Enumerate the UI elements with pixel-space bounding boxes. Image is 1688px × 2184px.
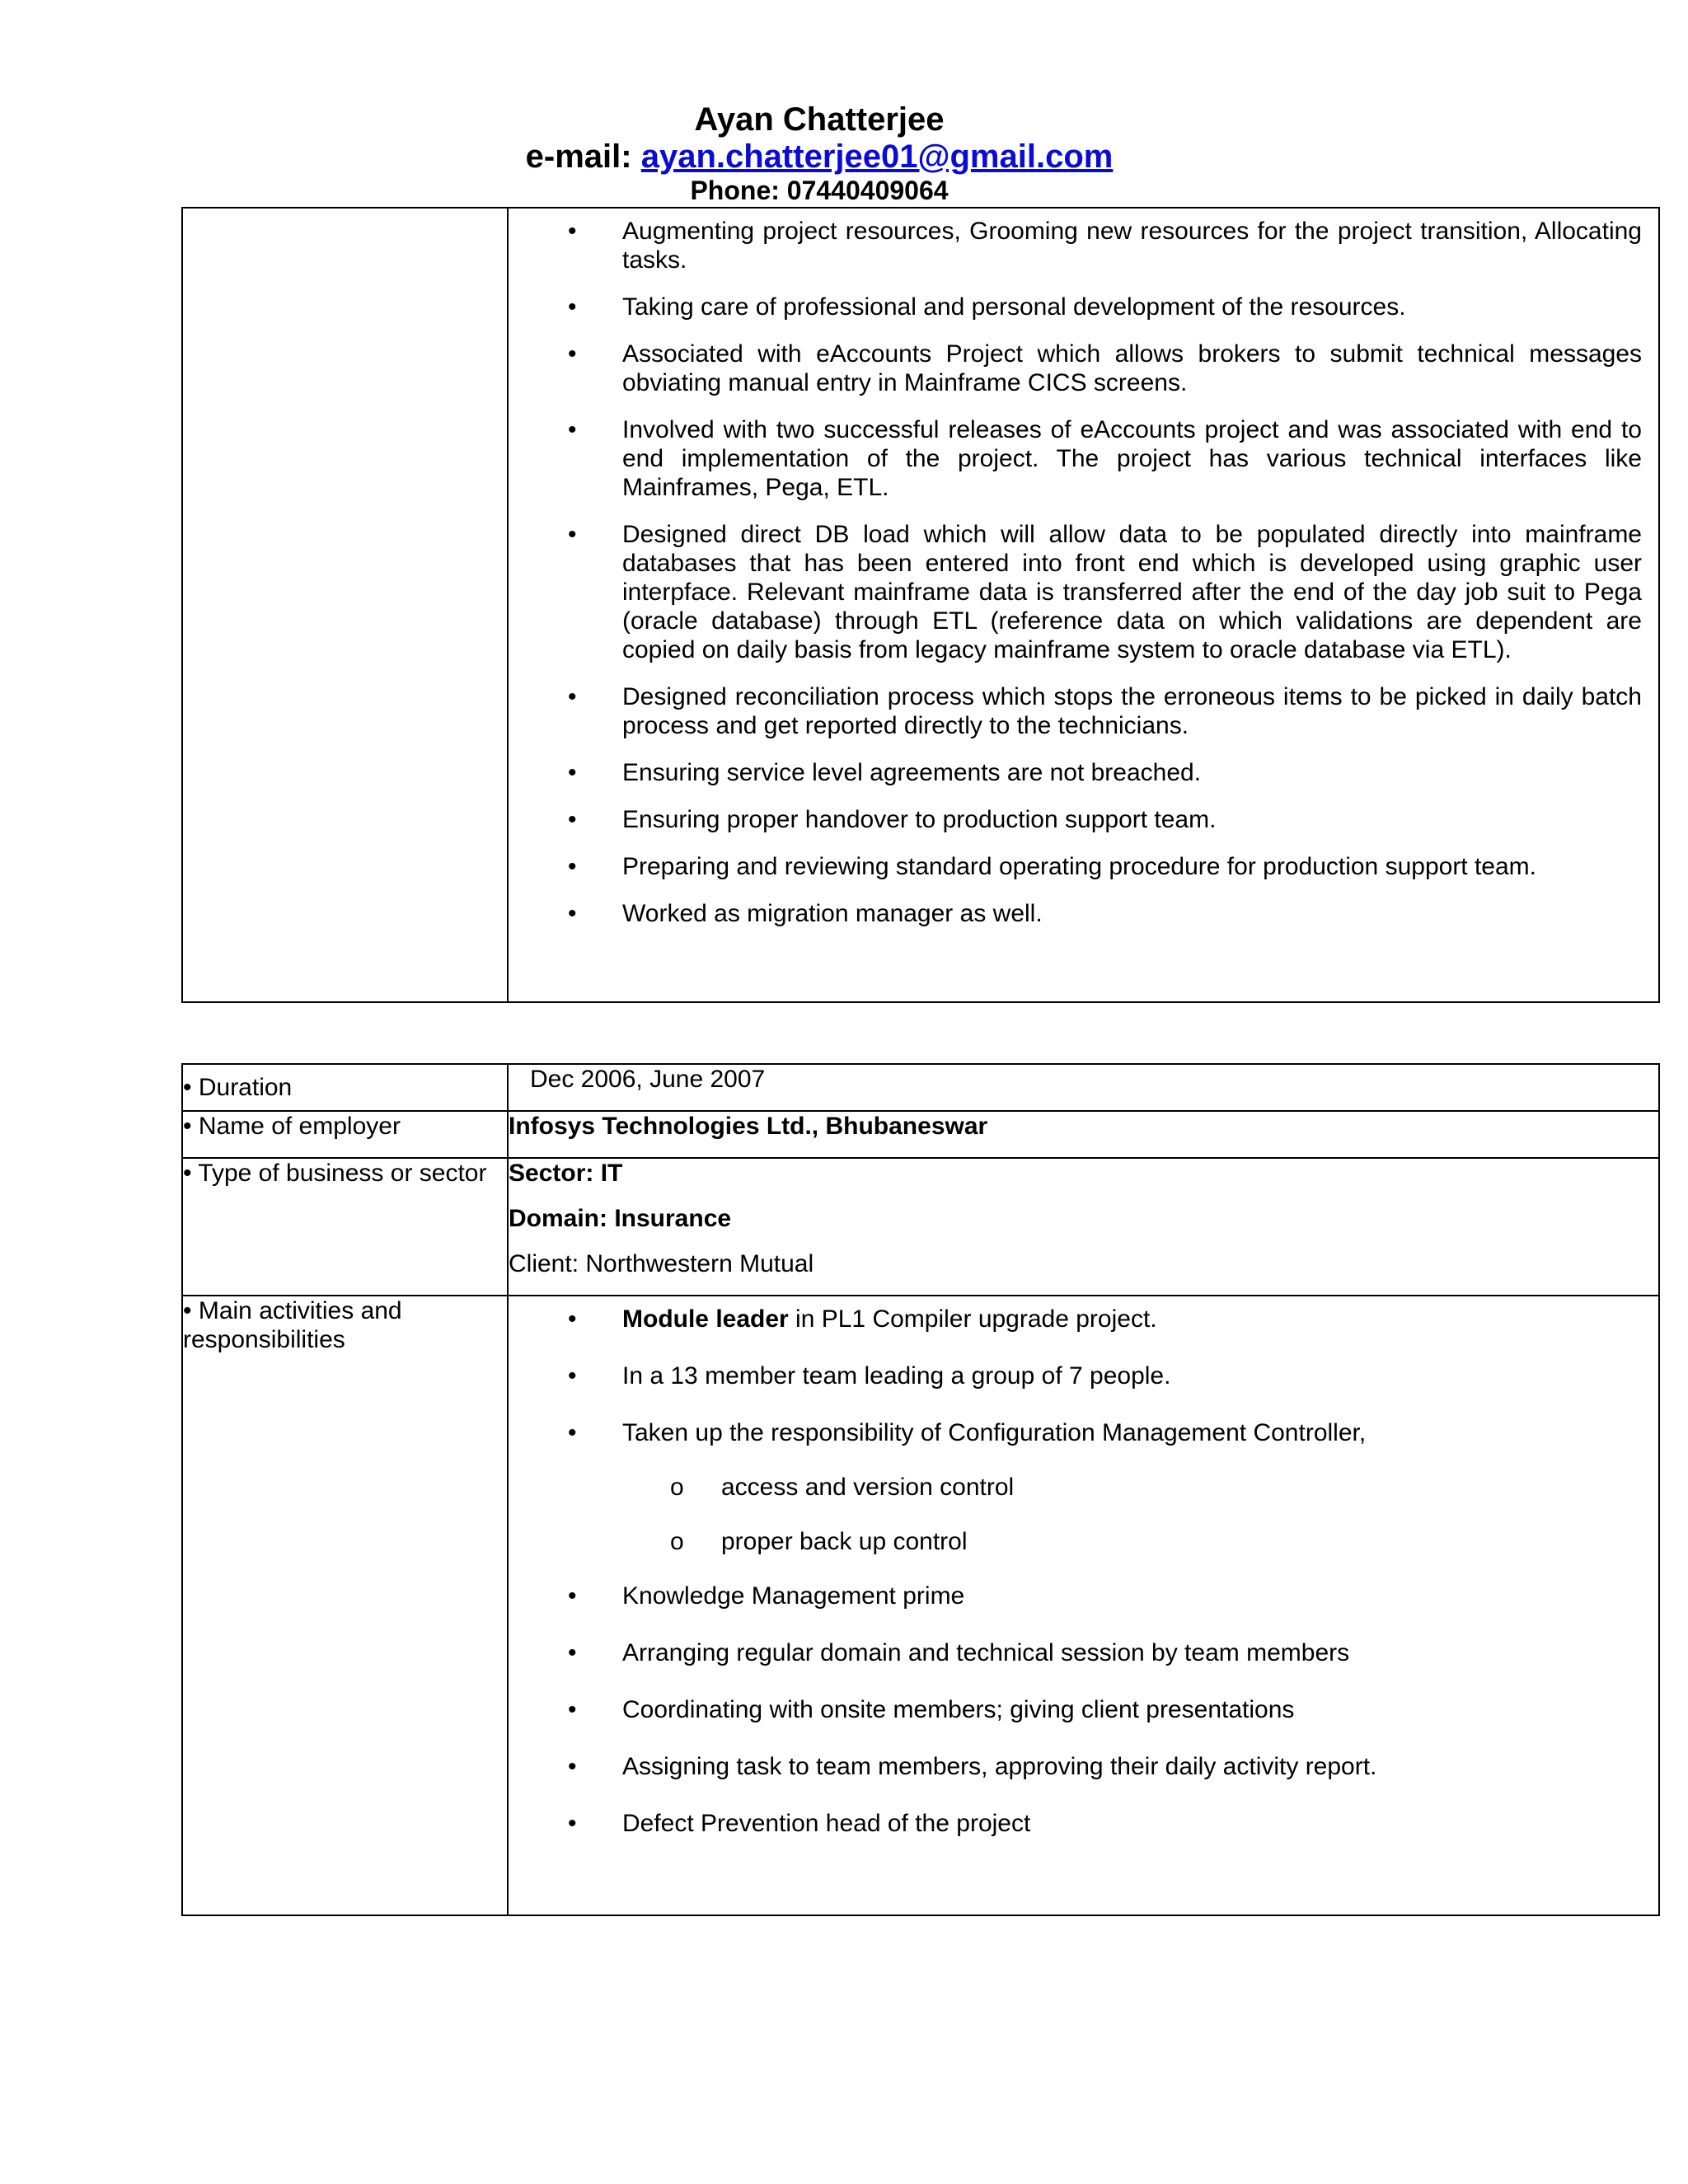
responsibilities-cell [508, 208, 1659, 1002]
list-item: • Assigning task to team members, approving their daily activity report. [568, 1753, 1377, 1780]
employer-value: Infosys Technologies Ltd., Bhubaneswar [508, 1111, 1659, 1158]
activities-list-continued [509, 1582, 1658, 1838]
list-item: • Involved with two successful releases of eAccounts project and was associated with end to end implementation of the project. The project has various technical interfaces like Mainframes, Pega, ETL. [568, 416, 1642, 501]
list-item: • Ensuring proper handover to production support team. [568, 806, 1217, 833]
email-link[interactable]: ayan.chatterjee01@gmail.com [640, 138, 1114, 175]
list-item: • Taken up the responsibility of Configuration Management Controller, [568, 1419, 1367, 1446]
phone-line: Phone: 07440409064 [690, 176, 949, 205]
domain-value: Domain: Insurance [509, 1205, 732, 1232]
list-item: • Coordinating with onsite members; giving client presentations [568, 1696, 1295, 1723]
responsibility-list [509, 209, 1658, 928]
list-item: • Ensuring service level agreements are not breached. [568, 759, 1202, 786]
list-item: • Arranging regular domain and technical session by team members [568, 1639, 1350, 1666]
activities-list [509, 1296, 1658, 1447]
list-item: • Defect Prevention head of the project [568, 1810, 1031, 1837]
employer-label: • Name of employer [182, 1111, 508, 1158]
list-item: • Designed reconciliation process which stops the erroneous items to be picked in daily batch process and get reported directly to the technicians. [568, 683, 1642, 739]
sector-label: • Type of business or sector [182, 1158, 508, 1296]
sector-cell [508, 1158, 1659, 1296]
responsibilities-table [181, 207, 1660, 1003]
candidate-name: Ayan Chatterjee [694, 101, 945, 138]
list-item: • Module leader in PL1 Compiler upgrade project. [568, 1305, 1157, 1333]
email-label: e-mail: [525, 138, 641, 175]
list-item: • Taking care of professional and personal development of the resources. [568, 293, 1406, 321]
sub-list [509, 1473, 1658, 1556]
list-item: • Designed direct DB load which will allow data to be populated directly into mainframe databases that has been entered into front end which is developed using graphic user interpface. Relevant mainframe data is transferred after the end of the day job suit to Pega (oracle database) through ETL (reference data on which validations are dependent are copied on daily basis from legacy mainframe system to oracle database via ETL). [568, 521, 1642, 663]
list-item: • Knowledge Management prime [568, 1582, 965, 1610]
sub-list-item: o access and version control [670, 1474, 1015, 1501]
list-item: • Augmenting project resources, Grooming new resources for the project transition, Allocating tasks. [568, 218, 1642, 274]
client-value: Client: Northwestern Mutual [509, 1250, 814, 1277]
list-item: • Preparing and reviewing standard operating procedure for production support team. [568, 853, 1537, 880]
list-item: • Worked as migration manager as well. [568, 900, 1043, 927]
duration-value: Dec 2006, June 2007 [508, 1064, 1659, 1111]
sub-list-item: o proper back up control [670, 1528, 968, 1555]
empty-label-cell [182, 208, 508, 1002]
duration-label: • Duration [182, 1064, 508, 1111]
sector-value: Sector: IT [509, 1160, 623, 1187]
activities-label: • Main activities and responsibilities [182, 1296, 508, 1915]
activities-cell [508, 1296, 1659, 1915]
email-line [0, 134, 1663, 179]
list-item: • In a 13 member team leading a group of 7 people. [568, 1362, 1171, 1390]
employment-table [181, 1063, 1660, 1916]
list-item: • Associated with eAccounts Project which allows brokers to submit technical messages obviating manual entry in Mainframe CICS screens. [568, 340, 1642, 396]
